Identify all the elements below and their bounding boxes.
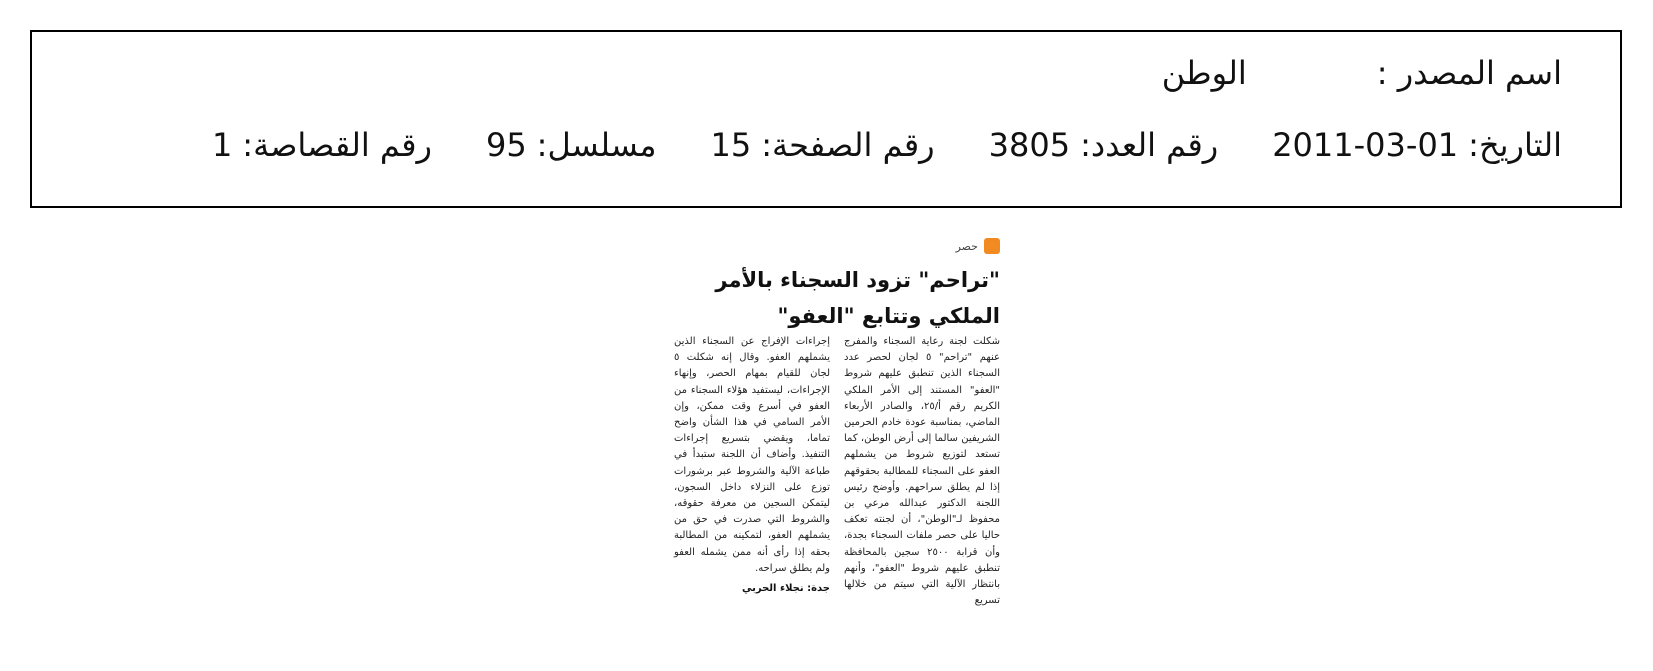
issue-label: رقم العدد:	[1080, 126, 1219, 164]
serial-field	[486, 126, 657, 164]
article-byline: جدة: نجلاء الحربي	[742, 583, 830, 595]
serial-value: 95	[485, 126, 527, 164]
article-column-left	[674, 334, 830, 597]
page-field	[711, 126, 935, 164]
source-value: الوطن	[1161, 54, 1247, 92]
article-body-left: إجراءات الإفراج عن السجناء الذين يشملهم العفو. وقال إنه شكلت ٥ لجان للقيام بمهام الحصر، وإنهاء الإجراءات، ليستفيد هؤلاء السجناء من العفو في أسرع وقت ممكن، وإن الأمر السامي في هذا الشأن واضح تماما، ويقضي بتسريع إجراءات التنفيذ. وأضاف أن اللجنة ستبدأ في طباعة الآلية والشروط عبر برشورات توزع على النزلاء داخل السجون، ليتمكن السجين من معرفة حقوقه، والشروط التي صدرت في حق من يشملهم العفو، لتمكينه من المطالبة بحقه إذا رأى أنه ممن يشمله العفو ولم يطلق سراحه.	[674, 336, 830, 574]
clip-number-label: رقم القصاصة:	[242, 126, 432, 164]
section-label: حصر	[955, 239, 978, 253]
newspaper-clipping	[674, 238, 1000, 658]
serial-label: مسلسل:	[536, 126, 657, 164]
clip-number-value: 1	[211, 126, 233, 164]
source-label: اسم المصدر :	[1376, 54, 1562, 92]
article-column-right	[844, 334, 1000, 609]
clipping-header-box	[30, 30, 1622, 208]
page-label: رقم الصفحة:	[761, 126, 935, 164]
orange-square-icon	[984, 238, 1000, 254]
source-row	[1162, 54, 1562, 92]
date-label: التاريخ:	[1468, 126, 1562, 164]
metadata-row	[212, 126, 1562, 164]
date-field	[1272, 126, 1562, 164]
page-value: 15	[710, 126, 752, 164]
section-tag	[956, 238, 1000, 254]
article-headline: "تراحم" تزود السجناء بالأمر الملكي وتتابع "العفو"	[715, 268, 1000, 328]
issue-value: 3805	[988, 126, 1071, 164]
clip-number-field	[212, 126, 432, 164]
issue-field	[989, 126, 1219, 164]
article-body-right: شكلت لجنة رعاية السجناء والمفرج عنهم "تراحم" ٥ لجان لحصر عدد السجناء الذين تنطبق عليهم شروط "العفو" المستند إلى الأمر الملكي الكريم رقم أ/٢٥، والصادر الأربعاء الماضي، بمناسبة عودة خادم الحرمين الشريفين سالما إلى أرض الوطن، كما تستعد لتوزيع شروط من يشملهم العفو على السجناء للمطالبة بحقوقهم إذا لم يطلق سراحهم. وأوضح رئيس اللجنة الدكتور عبدالله مرعي بن محفوظ لـ"الوطن"، أن لجنته تعكف حاليا على حصر ملفات السجناء بجدة، وأن قرابة ٢٥٠٠ سجين بالمحافظة تنطبق عليهم شروط "العفو"، وأنهم بانتظار الآلية التي سيتم من خلالها تسريع	[844, 336, 1000, 607]
date-value: 2011-03-01	[1272, 126, 1459, 164]
